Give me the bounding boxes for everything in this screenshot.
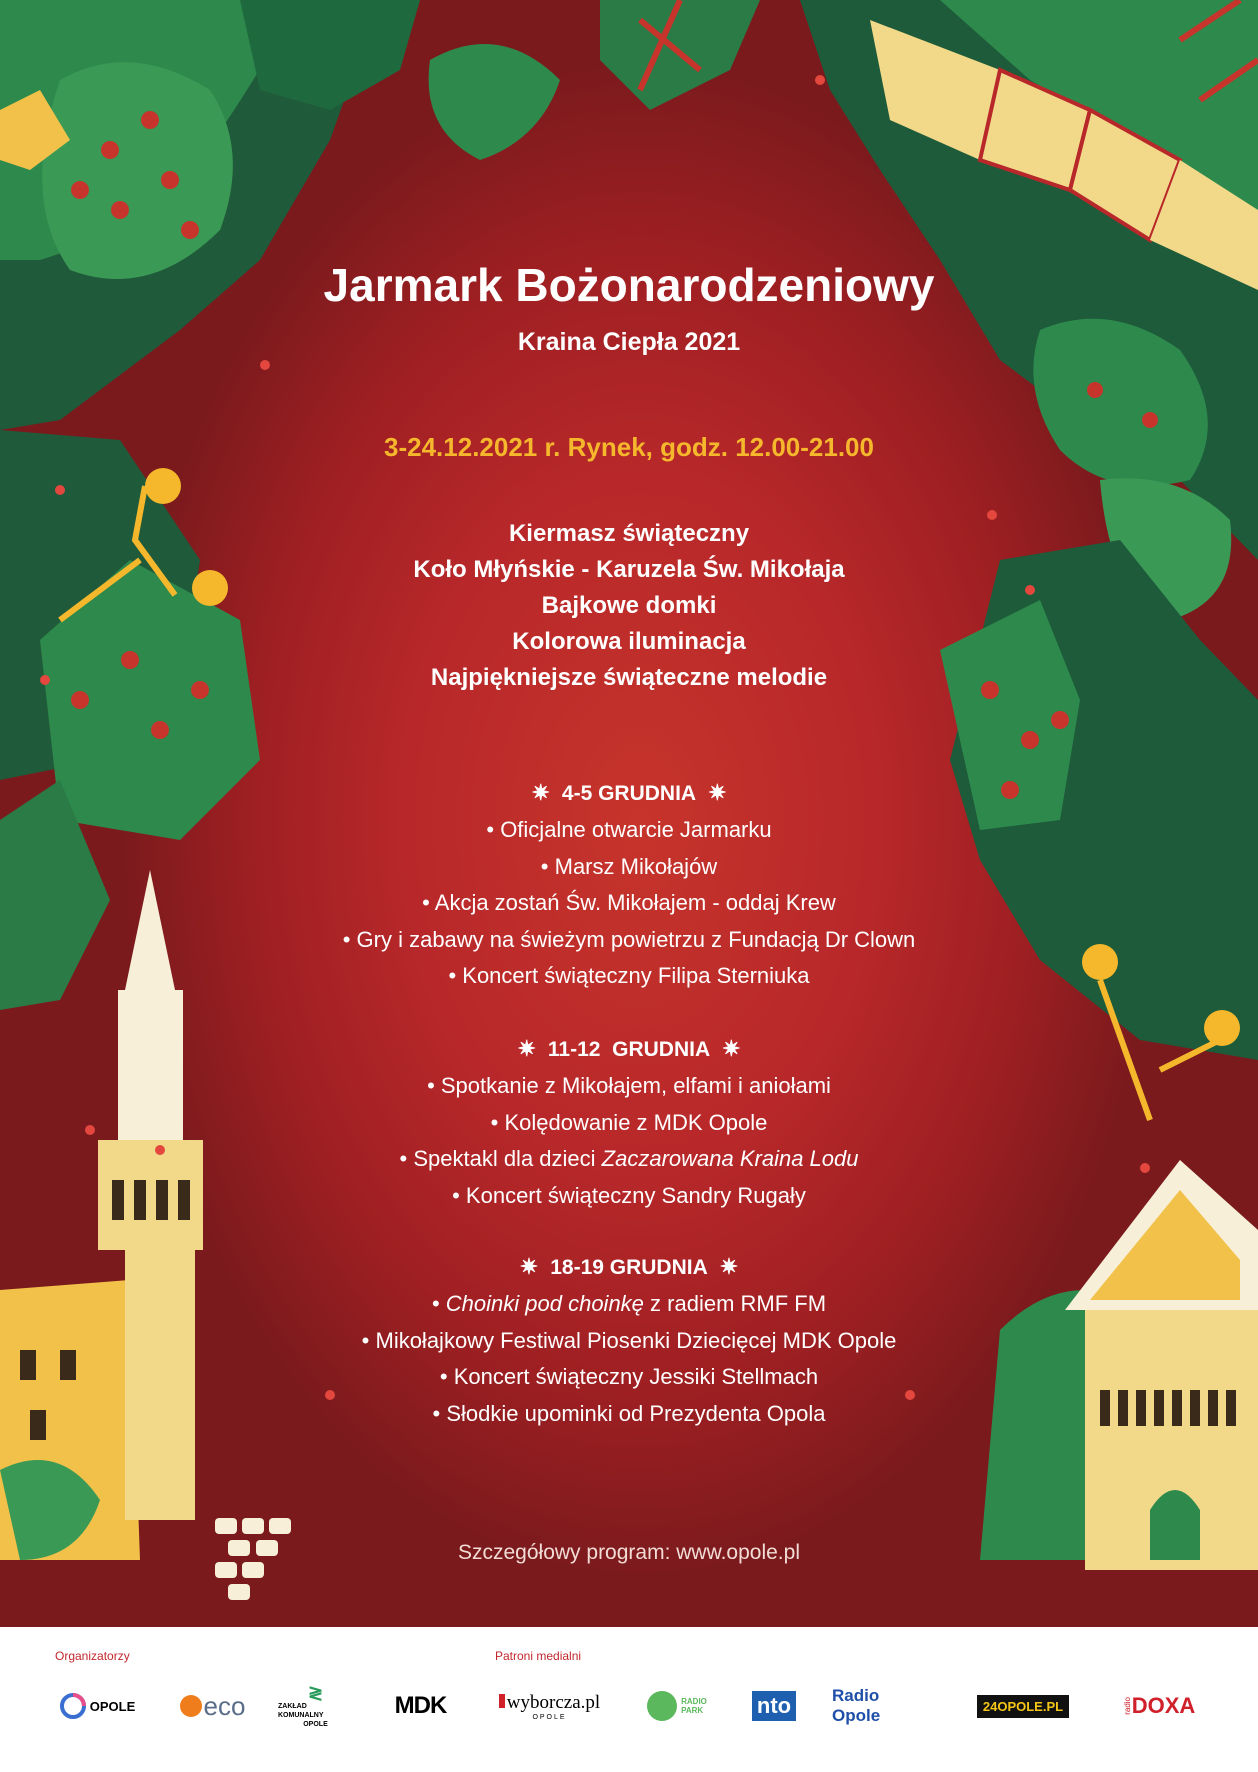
wyborcza-logo-mark — [499, 1694, 505, 1708]
zk-opole-logo — [278, 1684, 353, 1728]
snowflake-icon: ✷ — [722, 1036, 741, 1061]
section-heading-text: 11-12 GRUDNIA — [547, 1038, 711, 1061]
radio-doxa-logo-text: DOXA — [1131, 1693, 1196, 1718]
radio-opole-logo — [832, 1684, 932, 1728]
program-item: • Koncert świąteczny Filipa Sterniuka — [448, 963, 810, 989]
attraction-item: Bajkowe domki — [541, 592, 717, 619]
nto-logo-text: nto — [752, 1691, 796, 1721]
snowflake-icon: ✷ — [708, 780, 727, 805]
program-item: • Kolędowanie z MDK Opole — [490, 1109, 768, 1135]
program-item: • Spotkanie z Mikołajem, elfami i aniołami — [427, 1073, 831, 1098]
24opole-logo — [962, 1684, 1084, 1728]
section-heading — [0, 1254, 1258, 1280]
snowflake-icon: ✷ — [719, 1254, 739, 1279]
attraction-item: Koło Młyńskie - Karuzela Św. Mikołaja — [413, 556, 845, 583]
opole-logo — [55, 1684, 140, 1728]
program-item: • Oficjalne otwarcie Jarmarku — [486, 817, 772, 842]
snowflake-icon: ✷ — [531, 780, 550, 805]
organizers-label: Organizatorzy — [55, 1649, 130, 1663]
section-heading — [0, 780, 1258, 806]
attraction-item: Kiermasz świąteczny — [508, 520, 750, 547]
poster-title: Jarmark Bożonarodzeniowy — [323, 259, 935, 311]
eco-logo — [170, 1684, 255, 1728]
program-item: • Mikołajkowy Festiwal Piosenki Dziecięcej MDK Opole — [361, 1327, 897, 1353]
wyborcza-logo-sub: OPOLE — [532, 1713, 567, 1721]
program-item: • Słodkie upominki od Prezydenta Opola — [432, 1400, 826, 1426]
opole-logo-text: OPOLE — [89, 1698, 136, 1714]
wyborcza-logo-label: wyborcza.pl — [506, 1691, 601, 1713]
radio-park-line1: RADIO — [681, 1697, 707, 1706]
snowflake-icon: ✷ — [519, 1254, 539, 1279]
attractions-list — [0, 516, 1258, 696]
website-note: Szczegółowy program: www.opole.pl — [458, 1541, 800, 1564]
program-item: • Akcja zostań Św. Mikołajem - oddaj Krew — [422, 890, 836, 916]
radio-doxa-small: radio — [1122, 1697, 1132, 1715]
section-items — [0, 812, 1258, 995]
program-item: • Koncert świąteczny Jessiki Stellmach — [439, 1364, 819, 1390]
program-item-bullet: • — [431, 1291, 446, 1316]
program-item-italic: Zaczarowana Kraina Lodu — [601, 1146, 859, 1172]
program-item-text: • Spektakl dla dzieci — [399, 1146, 602, 1172]
radio-park-logo-mark — [647, 1691, 677, 1721]
nto-logo — [748, 1684, 800, 1728]
program-item: • Marsz Mikołajów — [540, 853, 718, 879]
section-heading-text: 18-19 GRUDNIA — [550, 1256, 708, 1279]
section-heading-text: 4-5 GRUDNIA — [561, 782, 697, 805]
radio-park-logo — [637, 1684, 717, 1728]
snowflake-icon: ✷ — [517, 1036, 536, 1061]
section-items — [0, 1068, 1258, 1214]
wyborcza-logo-text — [499, 1692, 600, 1714]
program-item: • Gry i zabawy na świeżym powietrzu z Fundacją Dr Clown — [342, 926, 916, 952]
24opole-logo-text: 24OPOLE.PL — [977, 1695, 1069, 1718]
wyborcza-logo — [492, 1684, 607, 1728]
media-patrons-label: Patroni medialni — [495, 1649, 582, 1663]
program-item: • Koncert świąteczny Sandry Rugały — [452, 1182, 806, 1208]
eco-logo-text: eco — [203, 1690, 246, 1721]
attraction-item: Kolorowa iluminacja — [512, 628, 746, 655]
radio-opole-logo-text: Radio Opole — [832, 1686, 881, 1725]
mdk-logo-text: MDK — [394, 1692, 447, 1719]
attraction-item: Najpiękniejsze świąteczne melodie — [430, 664, 828, 691]
date-location-line: 3-24.12.2021 r. Rynek, godz. 12.00-21.00 — [384, 432, 874, 462]
program-item — [0, 1141, 1258, 1178]
radio-park-line2: PARK — [681, 1706, 704, 1715]
radio-doxa-logo — [1115, 1684, 1203, 1728]
zk-logo-mark: ≷ — [307, 1682, 324, 1703]
radio-park-logo-text — [681, 1697, 707, 1715]
mdk-logo — [383, 1684, 458, 1728]
program-item-italic: Choinki pod choinkę — [445, 1291, 644, 1316]
program-item-text: z radiem RMF FM — [643, 1291, 827, 1316]
zk-logo-line2: OPOLE — [303, 1720, 328, 1728]
section-heading — [0, 1036, 1258, 1062]
section-items — [0, 1286, 1258, 1432]
poster-subtitle: Kraina Ciepła 2021 — [517, 328, 741, 356]
eco-logo-mark — [180, 1695, 202, 1717]
opole-logo-mark — [60, 1693, 86, 1719]
program-item — [0, 1286, 1258, 1323]
zk-logo-line1: ZAKŁAD KOMUNALNY — [278, 1702, 324, 1719]
